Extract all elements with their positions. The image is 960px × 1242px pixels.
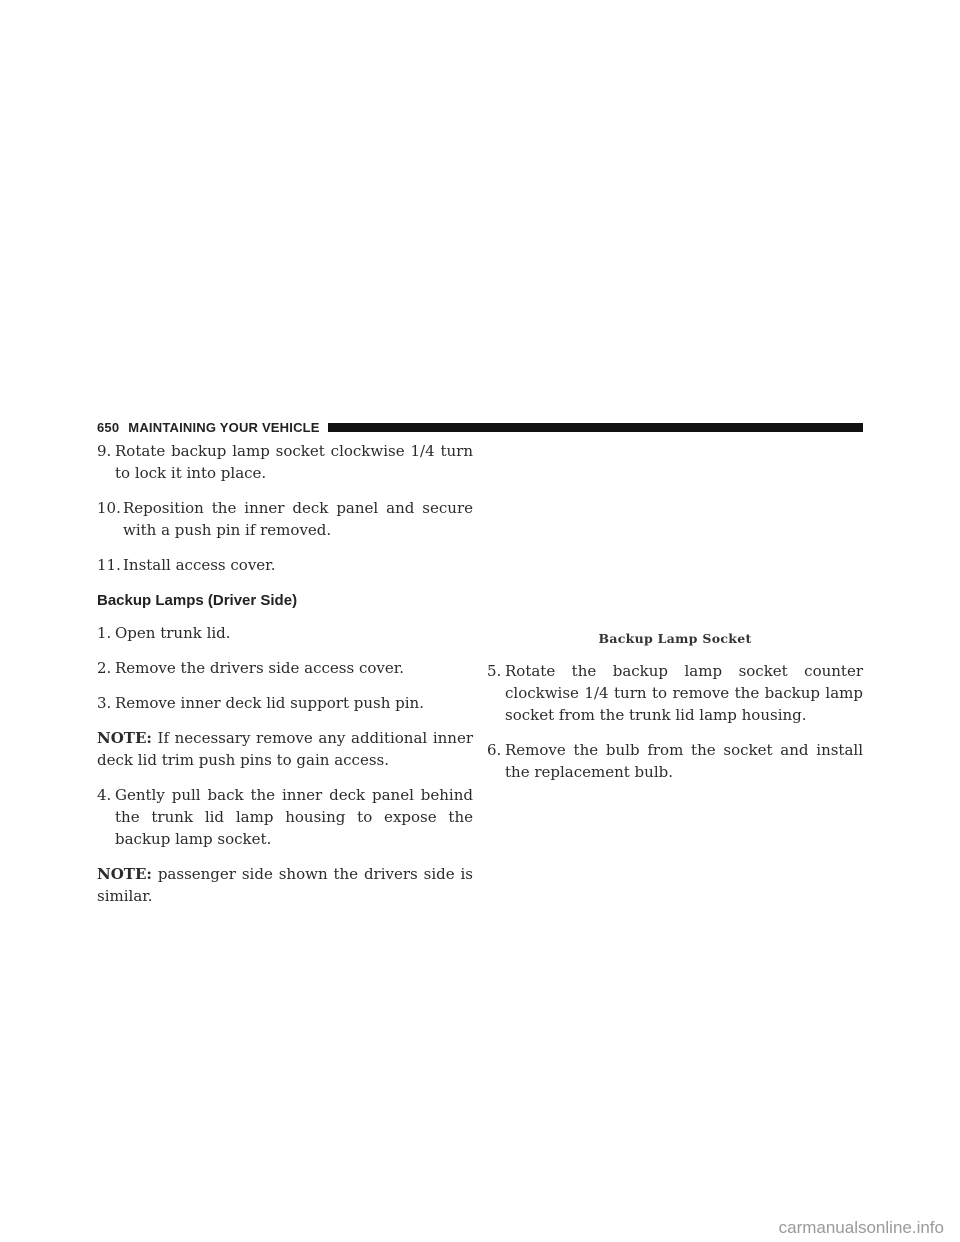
step-text: Remove the bulb from the socket and install the replacement bulb. xyxy=(505,741,863,781)
step-text: Rotate the backup lamp socket counter clockwise 1/4 turn to remove the backup lamp socket from the trunk lid lamp housing. xyxy=(505,662,863,724)
page-header xyxy=(97,418,863,436)
note-text: If necessary remove any additional inner deck lid trim push pins to gain access. xyxy=(97,729,473,769)
step-1 xyxy=(97,622,473,644)
note-1 xyxy=(97,727,473,771)
step-number: 10. xyxy=(97,499,121,517)
step-2 xyxy=(97,657,473,679)
section-title: MAINTAINING YOUR VEHICLE xyxy=(128,419,320,435)
step-text: Reposition the inner deck panel and secure with a push pin if removed. xyxy=(123,499,473,539)
step-6 xyxy=(487,739,863,783)
step-number: 1. xyxy=(97,624,112,642)
step-5 xyxy=(487,660,863,726)
step-number: 11. xyxy=(97,556,121,574)
header-rule xyxy=(328,423,863,432)
step-10 xyxy=(97,497,473,541)
step-text: Remove inner deck lid support push pin. xyxy=(115,694,424,712)
step-3 xyxy=(97,692,473,714)
step-number: 3. xyxy=(97,694,112,712)
note-2 xyxy=(97,863,473,907)
figure-image-area xyxy=(487,440,863,628)
step-number: 4. xyxy=(97,786,112,804)
step-text: Rotate backup lamp socket clockwise 1/4 turn to lock it into place. xyxy=(115,442,473,482)
step-text: Gently pull back the inner deck panel behind the trunk lid lamp housing to expose the backup lamp socket. xyxy=(115,786,473,848)
left-column xyxy=(97,440,473,920)
step-number: 6. xyxy=(487,741,502,759)
step-text: Remove the drivers side access cover. xyxy=(115,659,405,677)
note-label: NOTE: xyxy=(97,729,152,747)
page-number: 650 xyxy=(97,419,120,435)
watermark: carmanualsonline.info xyxy=(778,1218,944,1237)
step-11 xyxy=(97,554,473,576)
step-number: 9. xyxy=(97,442,112,460)
figure-caption: Backup Lamp Socket xyxy=(598,631,752,646)
section-subheading: Backup Lamps (Driver Side) xyxy=(97,592,298,609)
step-number: 2. xyxy=(97,659,112,677)
right-column xyxy=(487,440,863,796)
step-text: Install access cover. xyxy=(123,556,276,574)
step-number: 5. xyxy=(487,662,502,680)
note-text: passenger side shown the drivers side is similar. xyxy=(97,865,473,905)
step-9 xyxy=(97,440,473,484)
step-4 xyxy=(97,784,473,850)
note-label: NOTE: xyxy=(97,865,152,883)
step-text: Open trunk lid. xyxy=(115,624,231,642)
